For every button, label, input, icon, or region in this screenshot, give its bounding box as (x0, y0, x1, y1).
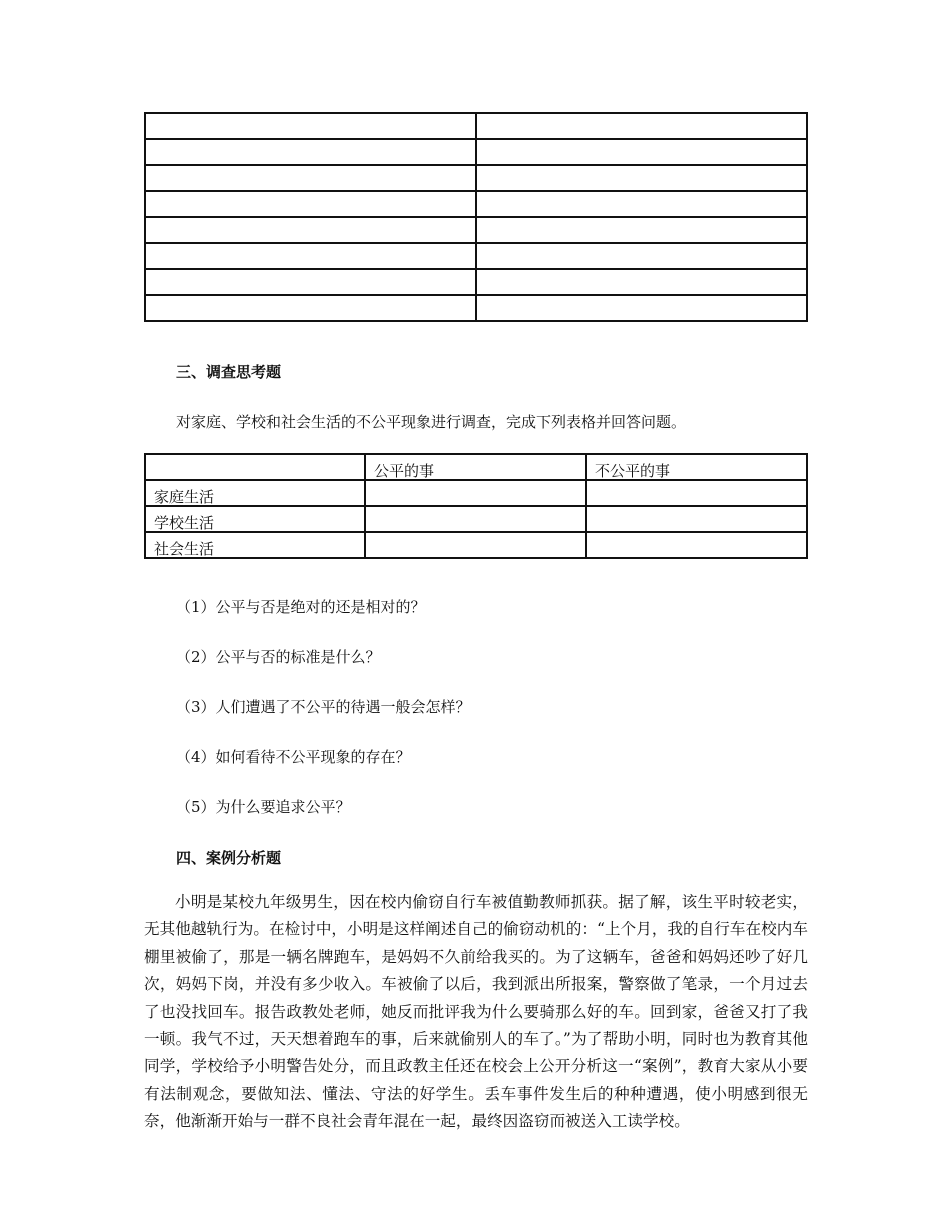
table-cell (586, 506, 807, 532)
section3-heading: 三、调查思考题 (176, 363, 282, 381)
blank-table (144, 112, 808, 322)
table-cell (586, 480, 807, 506)
table-cell (365, 532, 586, 558)
table-row (145, 480, 807, 506)
section4-heading: 四、案例分析题 (176, 849, 282, 867)
question-5: （5）为什么要追求公平？ (176, 798, 351, 816)
question-2: （2）公平与否的标准是什么？ (176, 648, 381, 666)
table-cell (476, 269, 807, 295)
question-1: （1）公平与否是绝对的还是相对的？ (176, 598, 426, 616)
table-row (145, 165, 807, 191)
table-cell (476, 295, 807, 321)
table-cell (145, 217, 476, 243)
table-header-cell: 不公平的事 (586, 454, 807, 480)
table-cell (145, 191, 476, 217)
table-cell (145, 269, 476, 295)
table-header-cell: 公平的事 (365, 454, 586, 480)
table-row (145, 191, 807, 217)
table-row (145, 295, 807, 321)
table-cell (476, 139, 807, 165)
table-cell (365, 480, 586, 506)
fairness-survey-table (144, 453, 808, 559)
question-3: （3）人们遭遇了不公平的待遇一般会怎样？ (176, 698, 471, 716)
section3-instruction: 对家庭、学校和社会生活的不公平现象进行调查，完成下列表格并回答问题。 (176, 413, 687, 431)
table-row (145, 139, 807, 165)
table-cell (145, 165, 476, 191)
table-row (145, 506, 807, 532)
row-label: 家庭生活 (145, 480, 365, 506)
table-row (145, 217, 807, 243)
row-label: 社会生活 (145, 532, 365, 558)
table-row (145, 269, 807, 295)
table-cell (145, 295, 476, 321)
table-cell (586, 532, 807, 558)
table-cell (365, 506, 586, 532)
table-cell (145, 243, 476, 269)
table-cell (476, 113, 807, 139)
table-cell (476, 191, 807, 217)
table-cell (476, 165, 807, 191)
table-cell (145, 113, 476, 139)
table-cell (145, 139, 476, 165)
table-row (145, 532, 807, 558)
case-text: 小明是某校九年级男生，因在校内偷窃自行车被值勤教师抓获。据了解，该生平时较老实，无其他越轨行为。在检讨中，小明是这样阐述自己的偷窃动机的：“上个月，我的自行车在校内车棚里被偷了，那是一辆名牌跑车，是妈妈不久前给我买的。为了这辆车，爸爸和妈妈还吵了好几次，妈妈下岗，并没有多少收入。车被偷了以后，我到派出所报案，警察做了笔录，一个月过去了也没找回车。报告政教处老师，她反而批评我为什么要骑那么好的车。回到家，爸爸又打了我一顿。我气不过，天天想着跑车的事，后来就偷别人的车了。”为了帮助小明，同时也为教育其他同学，学校给予小明警告处分，而且政教主任还在校会上公开分析这一“案例”，教育大家从小要有法制观念，要做知法、懂法、守法的好学生。丢车事件发生后的种种遭遇，使小明感到很无奈，他渐渐开始与一群不良社会青年混在一起，最终因盗窃而被送入工读学校。 (144, 893, 808, 1131)
table-row (145, 113, 807, 139)
table-header-row (145, 454, 807, 480)
table-cell (476, 243, 807, 269)
row-label: 学校生活 (145, 506, 365, 532)
table-row (145, 243, 807, 269)
question-4: （4）如何看待不公平现象的存在？ (176, 748, 411, 766)
table-cell (476, 217, 807, 243)
table-header-cell (145, 454, 365, 480)
